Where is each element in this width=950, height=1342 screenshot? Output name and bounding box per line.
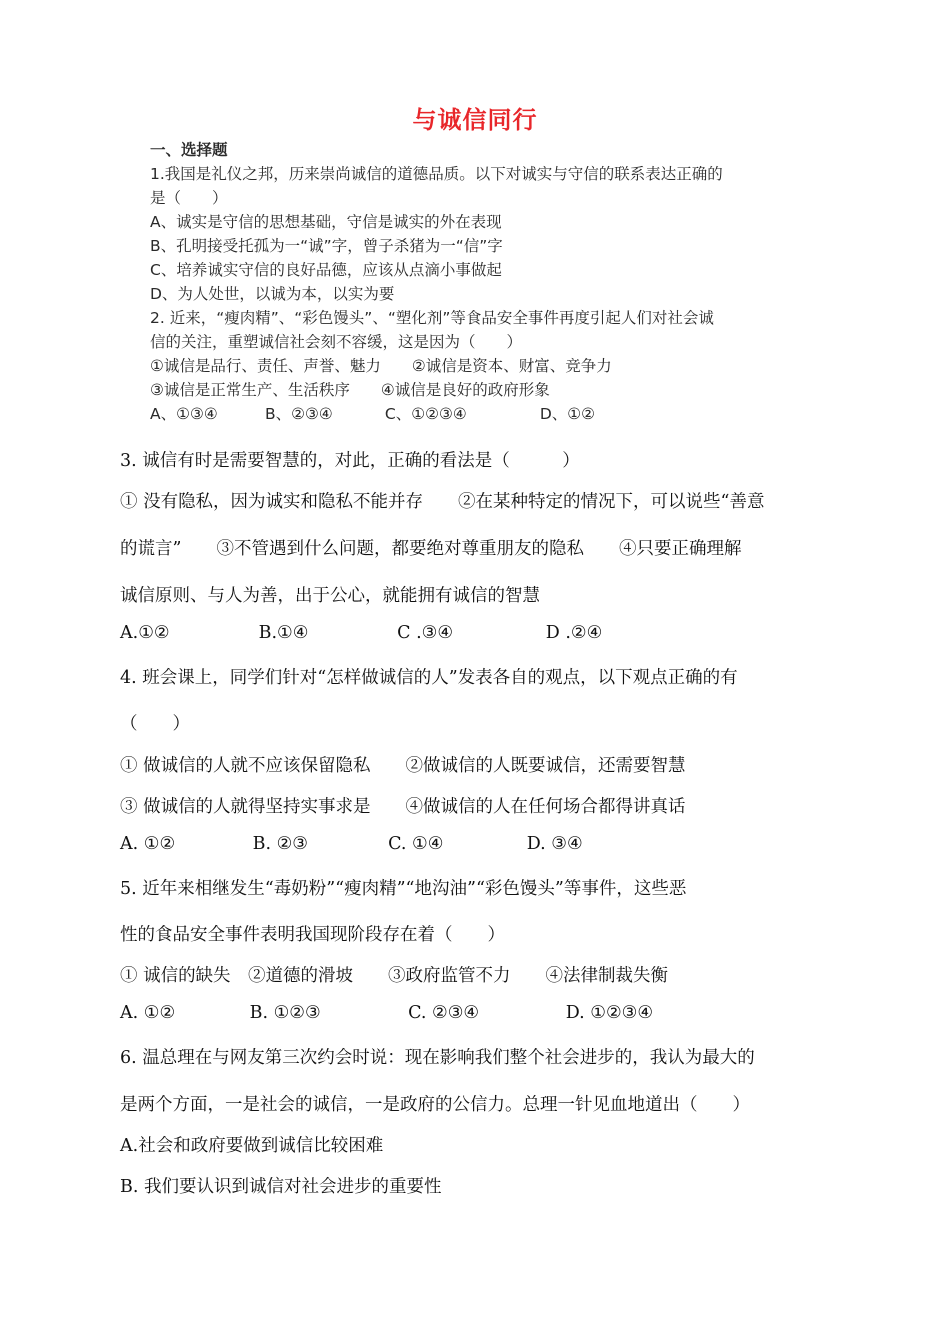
q4-options (120, 834, 583, 854)
page-title: 与诚信同行 (412, 106, 538, 134)
q4-option-d: D. ③④ (526, 834, 583, 854)
q6-option-b: B. 我们要认识到诚信对社会进步的重要性 (120, 1177, 442, 1197)
q3-line: 的谎言” ③不管遇到什么问题，都要绝对尊重朋友的隐私 ④只要正确理解 (120, 539, 742, 559)
scan-line: 是（ ） (150, 189, 228, 207)
q2-option-b: B、②③④ (264, 405, 333, 423)
q6-stem: 6. 温总理在与网友第三次约会时说：现在影响我们整个社会进步的，我认为最大的 (120, 1048, 755, 1068)
q5-option-a: A. ①② (120, 1003, 176, 1023)
scan-line: 2. 近来，“瘦肉精”、“彩色馒头”、“塑化剂”等食品安全事件再度引起人们对社会诚 (150, 309, 714, 327)
q5-line: ① 诚信的缺失 ②道德的滑坡 ③政府监管不力 ④法律制裁失衡 (120, 966, 669, 986)
q3-line: 诚信原则、与人为善，出于公心，就能拥有诚信的智慧 (120, 586, 540, 606)
section-heading: 一、选择题 (150, 141, 228, 159)
q4-line: ③ 做诚信的人就得坚持实事求是 ④做诚信的人在任何场合都得讲真话 (120, 797, 686, 817)
q5-option-d: D. ①②③④ (565, 1003, 654, 1023)
scan-line: 1.我国是礼仪之邦，历来崇尚诚信的道德品质。以下对诚实与守信的联系表达正确的 (150, 165, 723, 183)
q4-option-b: B. ②③ (252, 834, 308, 854)
q6-line: 是两个方面，一是社会的诚信，一是政府的公信力。总理一针见血地道出（ ） (120, 1095, 750, 1115)
scan-line: 信的关注，重塑诚信社会刻不容缓，这是因为（ ） (150, 333, 523, 351)
q6-option-a: A.社会和政府要做到诚信比较困难 (120, 1136, 384, 1156)
q5-stem: 5. 近年来相继发生“毒奶粉”“瘦肉精”“地沟油”“彩色馒头”等事件，这些恶 (120, 879, 687, 899)
q2-option-a: A、①③④ (150, 405, 218, 423)
q3-option-a: A.①② (120, 623, 170, 643)
scan-line: A、诚实是守信的思想基础，守信是诚实的外在表现 (150, 213, 502, 231)
q2-options (150, 402, 595, 424)
q5-options (120, 1003, 653, 1023)
q3-stem: 3. 诚信有时是需要智慧的，对此，正确的看法是（ ） (120, 451, 580, 471)
q4-option-a: A. ①② (120, 834, 176, 854)
scan-line: B、孔明接受托孤为一“诚”字，曾子杀猪为一“信”字 (150, 237, 503, 255)
scan-line: ③诚信是正常生产、生活秩序 ④诚信是良好的政府形象 (150, 381, 550, 399)
q3-line: ① 没有隐私，因为诚实和隐私不能并存 ②在某种特定的情况下，可以说些“善意 (120, 492, 765, 512)
q4-stem: 4. 班会课上，同学们针对“怎样做诚信的人”发表各自的观点，以下观点正确的有 (120, 668, 738, 688)
scan-line: ①诚信是品行、责任、声誉、魅力 ②诚信是资本、财富、竞争力 (150, 357, 612, 375)
q5-line: 性的食品安全事件表明我国现阶段存在着（ ） (120, 925, 505, 945)
q4-option-c: C. ①④ (388, 834, 444, 854)
q5-option-b: B. ①②③ (249, 1003, 321, 1023)
scan-line: D、为人处世，以诚为本，以实为要 (150, 285, 395, 303)
q5-option-c: C. ②③④ (408, 1003, 480, 1023)
q2-option-d: D、①② (539, 405, 596, 423)
q3-options (120, 623, 602, 643)
q2-option-c: C、①②③④ (384, 405, 467, 423)
q4-line: ① 做诚信的人就不应该保留隐私 ②做诚信的人既要诚信，还需要智慧 (120, 756, 686, 776)
q3-option-b: B.①④ (258, 623, 309, 643)
q4-line: （ ） (120, 714, 190, 734)
q3-option-d: D .②④ (545, 623, 603, 643)
scan-line: C、培养诚实守信的良好品德，应该从点滴小事做起 (150, 261, 502, 279)
q3-option-c: C .③④ (397, 623, 454, 643)
